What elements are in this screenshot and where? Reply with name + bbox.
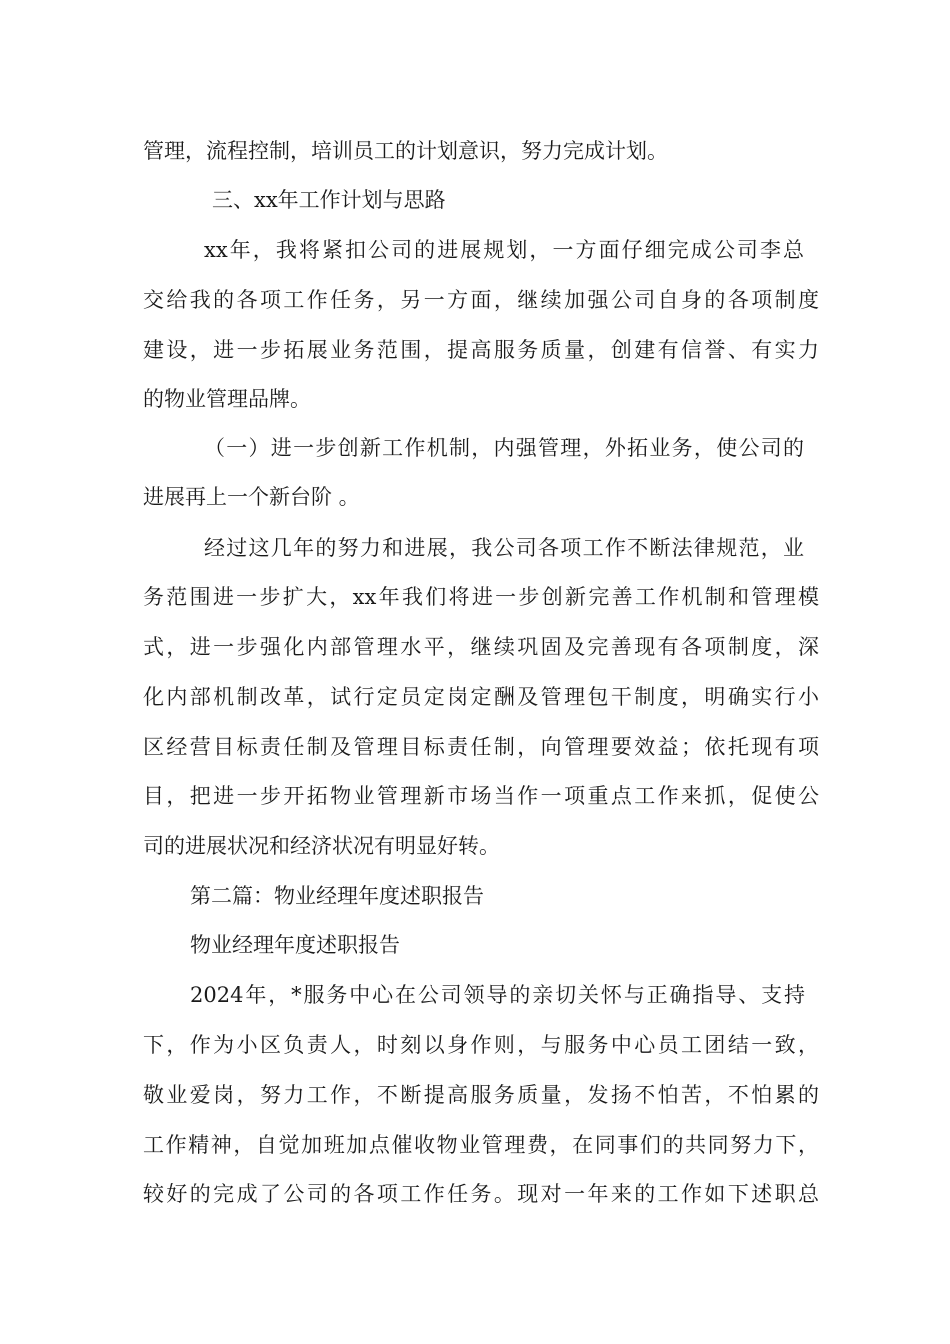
text-line: 经过这几年的努力和进展，我公司各项工作不断法律规范，业 [204,536,804,560]
chapter-title: 第二篇：物业经理年度述职报告 [190,884,484,908]
text-line: 管理，流程控制，培训员工的计划意识，努力完成计划。 [143,139,668,163]
text-line: 下，作为小区负责人，时刻以身作则，与服务中心员工团结一致， [143,1033,819,1057]
report-title: 物业经理年度述职报告 [190,933,400,957]
text-line: xx年，我将紧扣公司的进展规划，一方面仔细完成公司李总 [204,238,804,262]
text-line: 的物业管理品牌。 [143,387,311,411]
text-line: 交给我的各项工作任务，另一方面，继续加强公司自身的各项制度 [143,288,819,312]
text-line: （一）进一步创新工作机制，内强管理，外拓业务，使公司的 [204,436,804,460]
text-line: 目，把进一步开拓物业管理新市场当作一项重点工作来抓，促使公 [143,784,819,808]
section-heading: 三、xx年工作计划与思路 [212,188,446,212]
text-line: 进展再上一个新台阶 。 [143,485,360,509]
text-line: 敬业爱岗，努力工作，不断提高服务质量，发扬不怕苦，不怕累的 [143,1083,819,1107]
text-line: 式，进一步强化内部管理水平，继续巩固及完善现有各项制度，深 [143,635,819,659]
text-line: 工作精神，自觉加班加点催收物业管理费，在同事们的共同努力下， [143,1133,819,1157]
text-line: 化内部机制改革，试行定员定岗定酬及管理包干制度，明确实行小 [143,685,819,709]
text-line: 司的进展状况和经济状况有明显好转。 [143,834,500,858]
text-line: 建设，进一步拓展业务范围，提高服务质量，创建有信誉、有实力 [143,338,819,362]
text-line: 较好的完成了公司的各项工作任务。现对一年来的工作如下述职总 [143,1182,819,1206]
text-line: 2024年，*服务中心在公司领导的亲切关怀与正确指导、支持 [190,983,805,1007]
text-line: 区经营目标责任制及管理目标责任制，向管理要效益；依托现有项 [143,735,819,759]
text-line: 务范围进一步扩大，xx年我们将进一步创新完善工作机制和管理模 [143,585,819,609]
